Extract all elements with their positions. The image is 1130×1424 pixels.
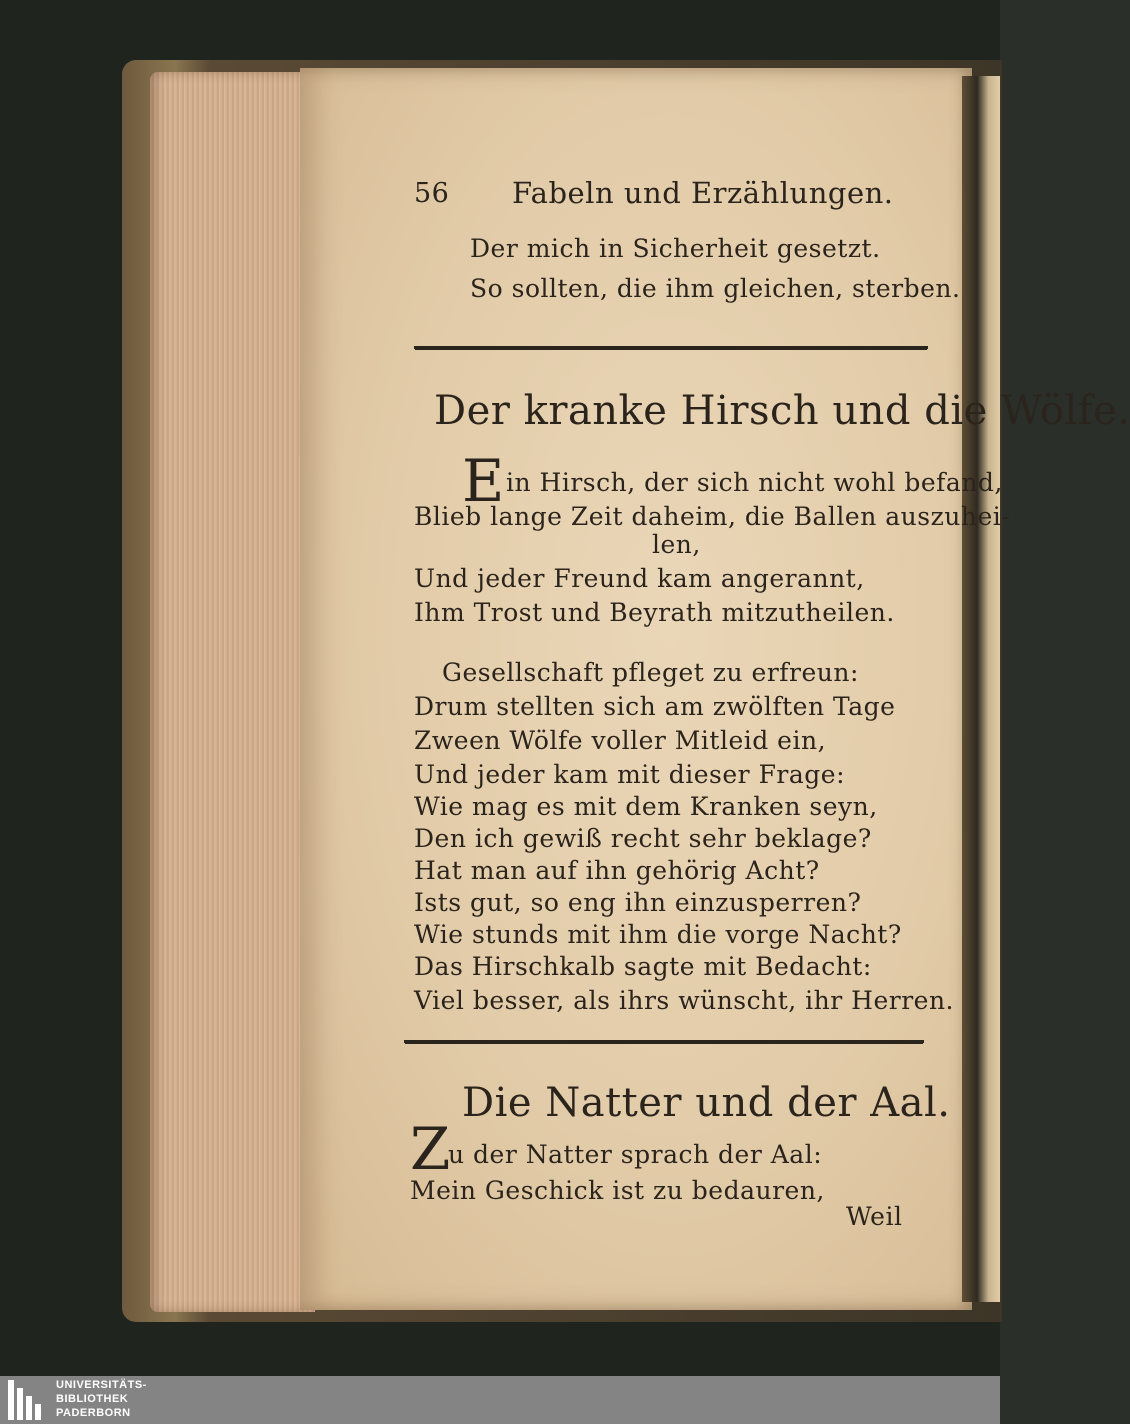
section-rule [414,346,928,349]
fable-title: Der kranke Hirsch und die Wölfe. [434,388,1130,434]
verse-line: len, [652,530,701,559]
verse-line: Ists gut, so eng ihn einzusperren? [414,888,862,917]
catchword: Weil [846,1202,903,1231]
verse-line: Und jeder kam mit dieser Frage: [414,760,846,789]
logo-line: UNIVERSITÄTS- [56,1379,147,1391]
verse-line: Den ich gewiß recht sehr beklage? [414,824,872,853]
verse-line: Und jeder Freund kam angerannt, [414,564,865,593]
verse-line: Hat man auf ihn gehörig Acht? [414,856,820,885]
logo-line: PADERBORN [56,1407,131,1419]
verse-line: Wie stunds mit ihm die vorge Nacht? [414,920,902,949]
verse-line: Zween Wölfe voller Mitleid ein, [414,726,827,755]
verse-line: Ihm Trost und Beyrath mitzutheilen. [414,598,895,627]
section-rule [404,1040,924,1043]
opening-line: Der mich in Sicherheit gesetzt. [470,234,881,263]
verse-line: in Hirsch, der sich nicht wohl befand, [506,468,1003,497]
library-logo-icon [8,1380,48,1420]
verse-line: Gesellschaft pfleget zu erfreun: [442,658,859,687]
fable-title: Die Natter und der Aal. [462,1080,951,1126]
verse-line: Drum stellten sich am zwölften Tage [414,692,896,721]
opening-line: So sollten, die ihm gleichen, sterben. [470,274,961,303]
verse-line: Das Hirschkalb sagte mit Bedacht: [414,952,872,981]
verse-line: Wie mag es mit dem Kranken seyn, [414,792,878,821]
verse-line: u der Natter sprach der Aal: [448,1140,823,1169]
verse-line: Mein Geschick ist zu bedauren, [410,1176,825,1205]
library-logo-text [56,1378,147,1420]
drop-cap: E [462,447,505,515]
verse-line: Viel besser, als ihrs wünscht, ihr Herren. [414,986,955,1015]
verse-line: Blieb lange Zeit daheim, die Ballen auszuhei- [414,502,1011,531]
running-head: Fabeln und Erzählungen. [512,176,894,210]
logo-line: BIBLIOTHEK [56,1393,129,1405]
library-footer [0,1376,1000,1424]
drop-cap: Z [410,1115,451,1183]
page-number: 56 [414,178,450,209]
